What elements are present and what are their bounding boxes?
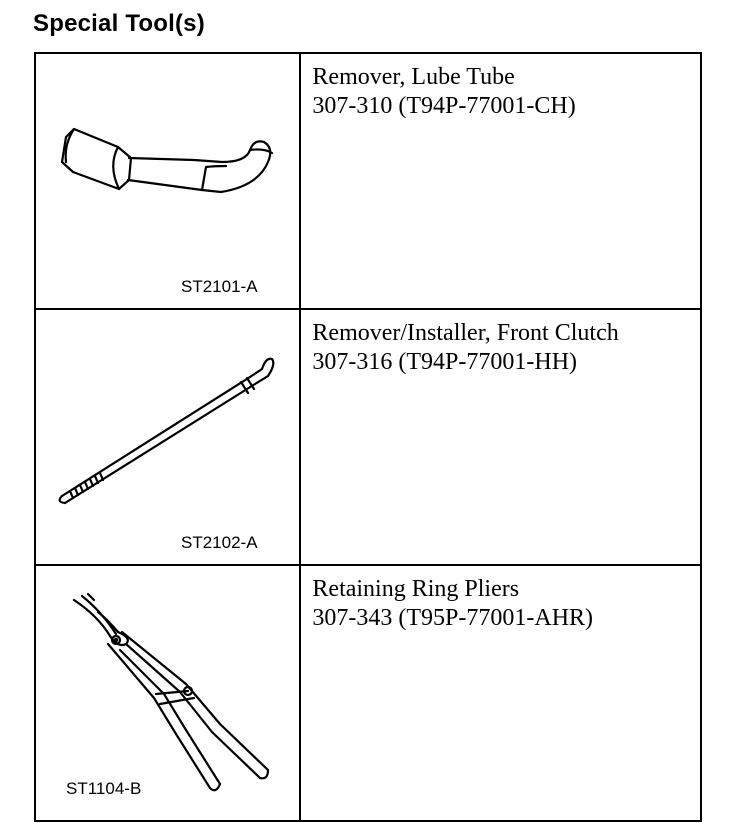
tool-image-code: ST1104-B [66,779,142,798]
tool-name: Retaining Ring Pliers [312,576,520,602]
table-row [35,309,701,565]
tool-image-cell [35,309,300,565]
tool-image-code: ST2102-A [181,533,258,552]
tool-image-code: ST2101-A [181,277,258,296]
page-title: Special Tool(s) [33,10,205,37]
lube-tube-remover-icon [36,54,304,308]
special-tools-table [34,52,702,822]
tool-name: Remover/Installer, Front Clutch [312,320,619,346]
tool-description-cell [300,53,701,309]
tool-number: 307-316 (T94P-77001-HH) [312,349,578,375]
tool-number: 307-343 (T95P-77001-AHR) [312,605,594,631]
tool-name: Remover, Lube Tube [312,64,515,90]
table-row [35,565,701,821]
retaining-ring-pliers-icon [36,566,304,820]
tool-description-cell [300,565,701,821]
front-clutch-remover-installer-icon [36,310,304,564]
tool-description-cell [300,309,701,565]
tool-image-cell [35,565,300,821]
tool-number: 307-310 (T94P-77001-CH) [312,93,576,119]
table-row [35,53,701,309]
tool-image-cell [35,53,300,309]
